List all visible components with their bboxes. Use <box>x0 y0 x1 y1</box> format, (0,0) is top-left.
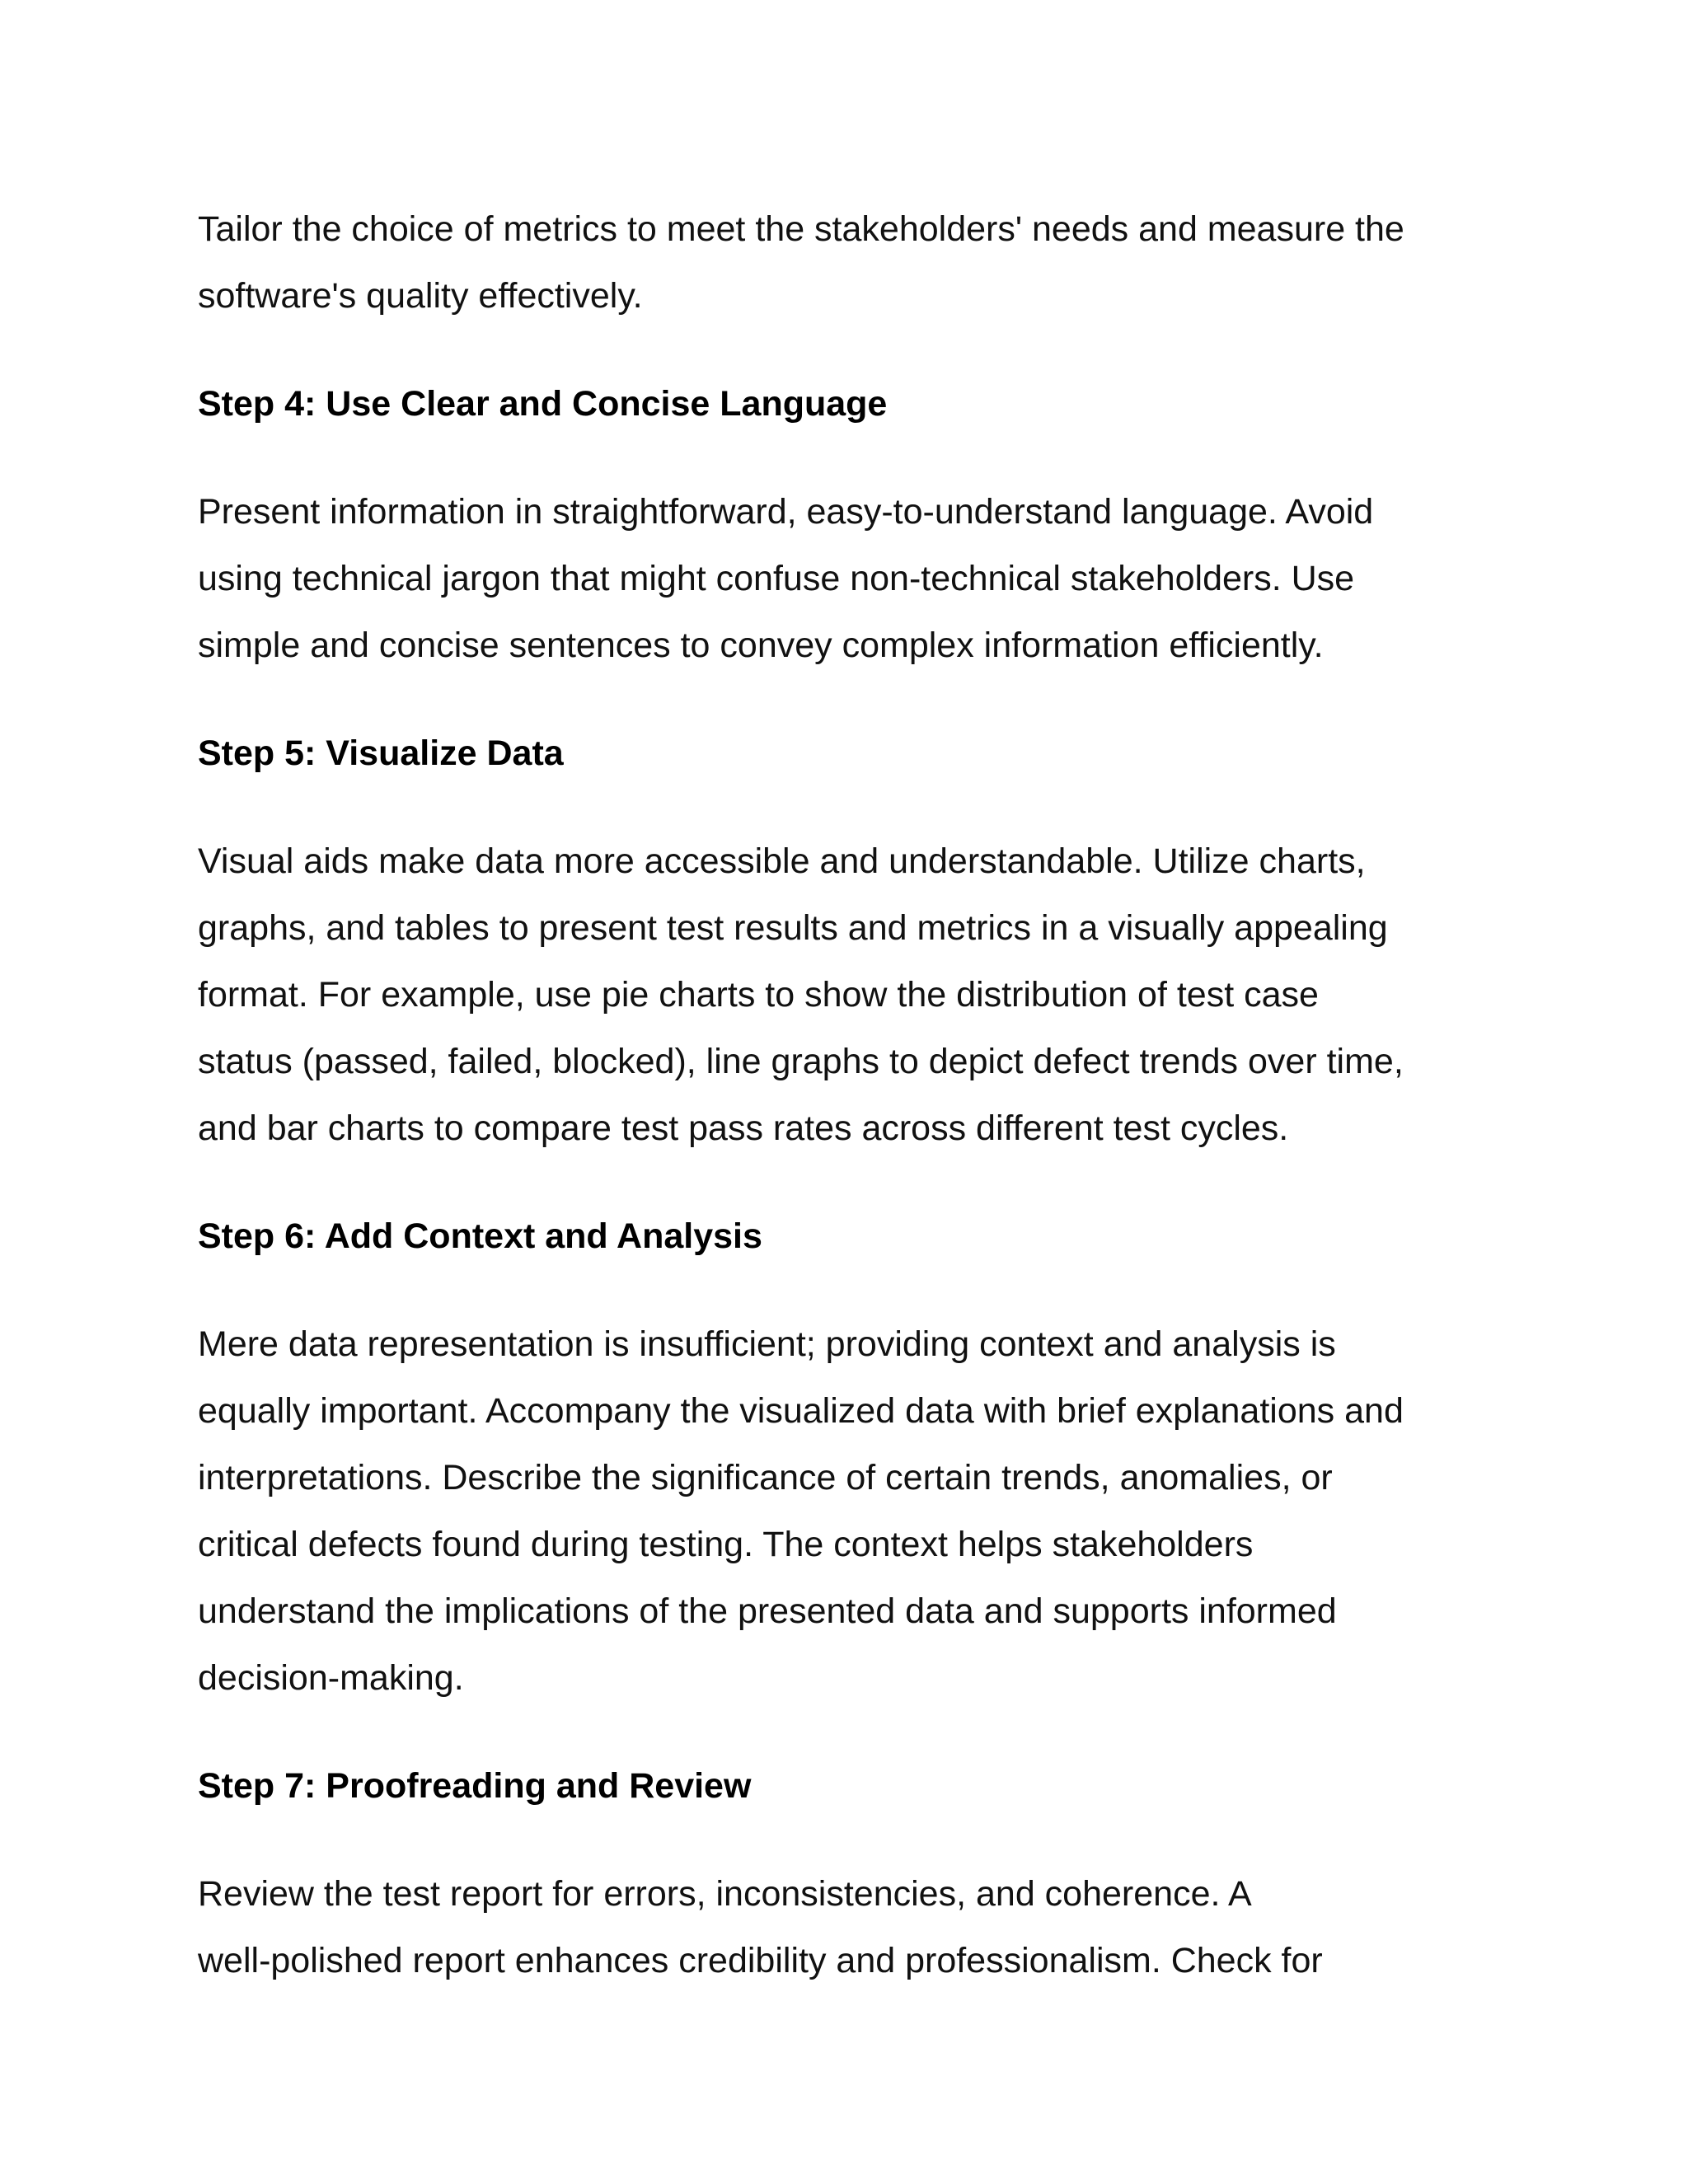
paragraph-visualize-data <box>198 828 1517 1162</box>
heading-text: Step 6: Add Context and Analysis <box>198 1216 762 1256</box>
text-line: Present information in straightforward, easy-to-understand language. Avoid <box>198 492 1374 532</box>
paragraph-metrics-tailoring <box>198 196 1517 330</box>
text-line: Review the test report for errors, inconsistencies, and coherence. A <box>198 1874 1252 1914</box>
text-line: graphs, and tables to present test results and metrics in a visually appealing <box>198 908 1388 948</box>
text-line: interpretations. Describe the significance of certain trends, anomalies, or <box>198 1458 1333 1497</box>
text-line: simple and concise sentences to convey complex information efficiently. <box>198 626 1324 665</box>
text-line: format. For example, use pie charts to show the distribution of test case <box>198 975 1319 1015</box>
text-line: and bar charts to compare test pass rates across different test cycles. <box>198 1108 1289 1148</box>
paragraph-clear-language <box>198 479 1517 679</box>
text-line: well-polished report enhances credibility and professionalism. Check for <box>198 1941 1323 1980</box>
text-line: decision-making. <box>198 1658 464 1698</box>
heading-text: Step 4: Use Clear and Concise Language <box>198 384 888 424</box>
paragraph-proofreading <box>198 1861 1517 1994</box>
heading-step-4 <box>198 371 1517 438</box>
text-line: Tailor the choice of metrics to meet the stakeholders' needs and measure the <box>198 209 1404 249</box>
text-line: software's quality effectively. <box>198 276 643 316</box>
text-line: critical defects found during testing. The context helps stakeholders <box>198 1525 1254 1564</box>
text-line: Visual aids make data more accessible and understandable. Utilize charts, <box>198 841 1366 881</box>
heading-step-6 <box>198 1203 1517 1270</box>
paragraph-context-analysis <box>198 1311 1517 1712</box>
text-line: using technical jargon that might confuse non-technical stakeholders. Use <box>198 559 1355 598</box>
text-line: Mere data representation is insufficient; providing context and analysis is <box>198 1324 1336 1364</box>
text-line: equally important. Accompany the visualized data with brief explanations and <box>198 1391 1404 1431</box>
heading-step-5 <box>198 720 1517 787</box>
text-line: status (passed, failed, blocked), line graphs to depict defect trends over time, <box>198 1042 1404 1081</box>
heading-text: Step 7: Proofreading and Review <box>198 1766 752 1806</box>
document-body <box>198 196 1517 2036</box>
heading-text: Step 5: Visualize Data <box>198 733 564 773</box>
heading-step-7 <box>198 1753 1517 1820</box>
text-line: understand the implications of the presented data and supports informed <box>198 1591 1337 1631</box>
